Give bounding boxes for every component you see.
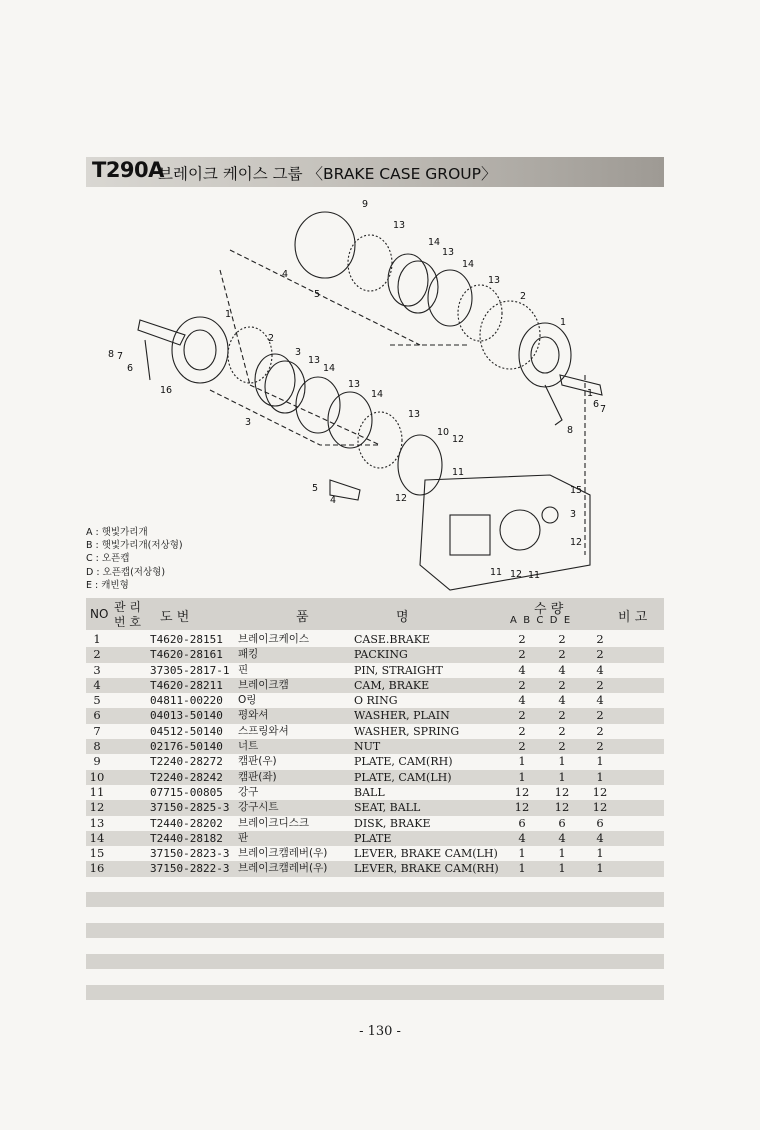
table-cell: LEVER, BRAKE CAM(LH) bbox=[354, 847, 498, 861]
table-cell: 4 bbox=[558, 693, 566, 708]
callout-label: 5 bbox=[312, 483, 319, 494]
header-item: 품 bbox=[296, 610, 309, 625]
callout-label: 16 bbox=[160, 385, 173, 396]
table-cell: CASE.BRAKE bbox=[354, 633, 430, 646]
table-row bbox=[86, 739, 664, 754]
table-cell: 2 bbox=[558, 708, 566, 723]
table-cell: 13 bbox=[89, 815, 105, 830]
table-cell: 37150-2822-3 bbox=[150, 862, 230, 876]
table-row bbox=[86, 846, 664, 861]
table-row bbox=[86, 724, 664, 739]
table-cell: 10 bbox=[89, 769, 105, 784]
table-cell: 2 bbox=[596, 708, 604, 723]
callout-label: 14 bbox=[428, 237, 441, 248]
table-cell: 11 bbox=[89, 784, 105, 799]
table-cell: 1 bbox=[518, 754, 526, 769]
table-row bbox=[86, 708, 664, 723]
table-cell: 브레이크디스크 bbox=[238, 816, 310, 829]
table-cell: 1 bbox=[558, 846, 566, 861]
table-row bbox=[86, 754, 664, 769]
table-cell: 07715-00805 bbox=[150, 785, 223, 799]
callout-label: 7 bbox=[117, 351, 124, 362]
table-cell: 4 bbox=[558, 830, 566, 845]
blank-row-stripe bbox=[86, 892, 664, 907]
table-cell: 2 bbox=[558, 723, 566, 738]
table-cell: WASHER, PLAIN bbox=[354, 709, 450, 723]
table-cell: 2 bbox=[596, 723, 604, 738]
callout-label: 2 bbox=[520, 291, 527, 302]
blank-row-stripe bbox=[86, 923, 664, 938]
table-cell: PIN, STRAIGHT bbox=[354, 663, 443, 677]
callout-label: 7 bbox=[600, 404, 607, 415]
table-cell: 04013-50140 bbox=[150, 709, 223, 723]
legend-item: C : 오픈캡 bbox=[86, 553, 130, 565]
table-cell: 4 bbox=[93, 677, 101, 692]
table-cell: LEVER, BRAKE CAM(RH) bbox=[354, 862, 499, 876]
callout-label: 12 bbox=[570, 537, 583, 548]
callout-label: 13 bbox=[408, 409, 421, 420]
table-cell: O링 bbox=[238, 694, 257, 707]
table-cell: 6 bbox=[518, 815, 526, 830]
table-cell: 강구시트 bbox=[238, 801, 279, 814]
table-cell: 1 bbox=[596, 754, 604, 769]
table-row bbox=[86, 831, 664, 846]
callout-label: 3 bbox=[570, 509, 577, 520]
legend-item: E : 캐빈형 bbox=[86, 579, 129, 591]
table-cell: 2 bbox=[93, 647, 101, 662]
table-cell: 1 bbox=[558, 861, 566, 876]
table-cell: 02176-50140 bbox=[150, 740, 223, 754]
table-cell: 2 bbox=[596, 677, 604, 692]
header-no: NO bbox=[90, 607, 109, 621]
callout-label: 12 bbox=[452, 434, 465, 445]
callout-label: 11 bbox=[490, 567, 503, 578]
table-cell: 판 bbox=[238, 831, 249, 844]
table-cell: 핀 bbox=[238, 663, 249, 676]
table-cell: 04811-00220 bbox=[150, 694, 223, 708]
header-drawing: 도 번 bbox=[160, 610, 190, 625]
group-title: 브레이크 케이스 그룹 〈BRAKE CASE GROUP〉 bbox=[158, 165, 497, 183]
table-cell: 1 bbox=[596, 846, 604, 861]
table-cell: 04512-50140 bbox=[150, 724, 223, 738]
table-cell: 4 bbox=[596, 662, 604, 677]
table-cell: T4620-28211 bbox=[150, 678, 223, 692]
callout-label: 5 bbox=[314, 289, 321, 300]
table-row bbox=[86, 770, 664, 785]
callout-label: 2 bbox=[268, 333, 275, 344]
table-cell: 강구 bbox=[238, 785, 259, 798]
table-cell: 2 bbox=[558, 647, 566, 662]
table-cell: 12 bbox=[592, 784, 608, 799]
table-header bbox=[86, 598, 664, 630]
table-row bbox=[86, 632, 664, 647]
table-cell: 1 bbox=[518, 846, 526, 861]
table-cell: 12 bbox=[89, 800, 105, 815]
callout-label: 6 bbox=[127, 363, 134, 374]
table-cell: 2 bbox=[518, 708, 526, 723]
table-cell: 3 bbox=[93, 662, 101, 677]
table-row bbox=[86, 663, 664, 678]
table-cell: 12 bbox=[554, 784, 570, 799]
callout-label: 13 bbox=[348, 379, 361, 390]
table-cell: 2 bbox=[518, 739, 526, 754]
callout-label: 1 bbox=[587, 388, 594, 399]
callout-label: 13 bbox=[488, 275, 501, 286]
header-qty: 수 량 bbox=[534, 602, 564, 617]
table-cell: 12 bbox=[554, 800, 570, 815]
callout-label: 14 bbox=[462, 259, 475, 270]
callout-label: 4 bbox=[282, 269, 289, 280]
callout-label: 12 bbox=[510, 569, 523, 580]
callout-label: 8 bbox=[108, 349, 115, 360]
callout-label: 6 bbox=[593, 399, 600, 410]
callout-label: 8 bbox=[567, 425, 574, 436]
table-cell: 패킹 bbox=[238, 648, 259, 661]
table-cell: T2240-28272 bbox=[150, 755, 223, 769]
table-cell: 너트 bbox=[238, 740, 259, 753]
callout-label: 12 bbox=[395, 493, 408, 504]
table-cell: 브레이크캠레버(우) bbox=[238, 862, 328, 875]
callout-label: 11 bbox=[528, 570, 541, 581]
callout-label: 4 bbox=[330, 495, 337, 506]
callout-label: 13 bbox=[442, 247, 455, 258]
table-cell: 2 bbox=[518, 632, 526, 646]
callout-label: 10 bbox=[437, 427, 450, 438]
table-cell: T2440-28202 bbox=[150, 816, 223, 830]
callout-label: 15 bbox=[570, 485, 583, 496]
callout-label: 11 bbox=[452, 467, 465, 478]
table-cell: 4 bbox=[518, 693, 526, 708]
callout-label: 13 bbox=[393, 220, 406, 231]
table-cell: 12 bbox=[514, 784, 530, 799]
callout-label: 9 bbox=[362, 199, 369, 210]
table-cell: 1 bbox=[558, 769, 566, 784]
table-cell: 4 bbox=[518, 662, 526, 677]
table-row bbox=[86, 861, 664, 876]
table-row bbox=[86, 816, 664, 831]
blank-row-stripe bbox=[86, 985, 664, 1000]
table-cell: 2 bbox=[596, 632, 604, 646]
table-cell: 1 bbox=[518, 861, 526, 876]
table-cell: WASHER, SPRING bbox=[354, 724, 460, 738]
table-row bbox=[86, 785, 664, 800]
table-cell: 37150-2823-3 bbox=[150, 847, 230, 861]
table-cell: 2 bbox=[558, 632, 566, 646]
legend-item: D : 오픈캡(저상형) bbox=[86, 566, 166, 578]
table-cell: BALL bbox=[354, 785, 385, 799]
table-cell: 1 bbox=[596, 769, 604, 784]
callout-label: 14 bbox=[323, 363, 336, 374]
table-cell: 16 bbox=[89, 861, 105, 876]
table-cell: 6 bbox=[558, 815, 566, 830]
table-cell: 스프링와셔 bbox=[238, 724, 289, 737]
callout-label: 3 bbox=[295, 347, 302, 358]
callout-label: 14 bbox=[371, 389, 384, 400]
table-cell: 7 bbox=[93, 723, 101, 738]
table-cell: 4 bbox=[596, 693, 604, 708]
table-cell: 캠판(좌) bbox=[238, 770, 277, 783]
table-row bbox=[86, 647, 664, 662]
callout-label: 1 bbox=[225, 309, 232, 320]
table-cell: 4 bbox=[596, 830, 604, 845]
legend-item: A : 햇빛가리개 bbox=[86, 527, 148, 538]
header-name: 명 bbox=[396, 610, 409, 625]
table-cell: T4620-28161 bbox=[150, 648, 223, 662]
table-cell: 2 bbox=[596, 739, 604, 754]
table-cell: 6 bbox=[596, 815, 604, 830]
table-row bbox=[86, 678, 664, 693]
table-row bbox=[86, 800, 664, 815]
table-cell: PACKING bbox=[354, 648, 408, 662]
table-cell: 브레이크케이스 bbox=[238, 633, 310, 645]
table-cell: 2 bbox=[558, 677, 566, 692]
table-cell: CAM, BRAKE bbox=[354, 678, 430, 692]
header-remarks: 비 고 bbox=[618, 610, 648, 625]
table-cell: 2 bbox=[518, 647, 526, 662]
table-cell: O RING bbox=[354, 694, 398, 708]
variant-legend bbox=[86, 526, 183, 592]
table-cell: 6 bbox=[93, 708, 101, 723]
callout-label: 1 bbox=[560, 317, 567, 328]
legend-item: B : 햇빛가리개(저상형) bbox=[86, 540, 183, 552]
table-cell: 14 bbox=[89, 830, 105, 845]
table-cell: 캠판(우) bbox=[238, 755, 277, 768]
header-qty-cols: A B C D E bbox=[510, 615, 571, 626]
page-number: - 130 - bbox=[359, 1024, 401, 1039]
table-cell: T2440-28182 bbox=[150, 831, 223, 845]
table-cell: NUT bbox=[354, 740, 381, 754]
table-cell: 1 bbox=[558, 754, 566, 769]
table-cell: 2 bbox=[558, 739, 566, 754]
table-cell: 37150-2825-3 bbox=[150, 801, 230, 815]
table-cell: 1 bbox=[93, 632, 101, 646]
table-cell: 브레이크캠레버(우) bbox=[238, 847, 328, 860]
callout-label: 13 bbox=[308, 355, 321, 366]
parts-table bbox=[86, 632, 664, 877]
table-cell: 2 bbox=[518, 723, 526, 738]
table-cell: SEAT, BALL bbox=[354, 801, 421, 815]
table-cell: PLATE, CAM(RH) bbox=[354, 755, 453, 769]
table-row bbox=[86, 693, 664, 708]
header-mgmt-bottom: 번 호 bbox=[114, 615, 141, 629]
table-cell: DISK, BRAKE bbox=[354, 816, 431, 830]
table-cell: 12 bbox=[514, 800, 530, 815]
callout-label: 3 bbox=[245, 417, 252, 428]
table-cell: 1 bbox=[596, 861, 604, 876]
table-cell: 9 bbox=[93, 754, 101, 769]
table-cell: 2 bbox=[518, 677, 526, 692]
table-cell: 평와셔 bbox=[238, 709, 269, 722]
table-cell: 4 bbox=[518, 830, 526, 845]
table-cell: 5 bbox=[93, 693, 101, 708]
table-cell: PLATE bbox=[354, 831, 392, 845]
table-cell: PLATE, CAM(LH) bbox=[354, 770, 452, 784]
table-cell: T2240-28242 bbox=[150, 770, 223, 784]
table-cell: 8 bbox=[93, 739, 101, 754]
table-cell: 15 bbox=[89, 846, 105, 861]
table-cell: 37305-2817-1 bbox=[150, 663, 230, 677]
table-cell: 1 bbox=[518, 769, 526, 784]
group-code: T290A bbox=[92, 158, 164, 182]
table-cell: 12 bbox=[592, 800, 608, 815]
blank-row-stripe bbox=[86, 954, 664, 969]
header-mgmt-top: 관 리 bbox=[114, 600, 141, 614]
table-cell: 4 bbox=[558, 662, 566, 677]
table-cell: 브레이크캠 bbox=[238, 678, 289, 691]
table-cell: T4620-28151 bbox=[150, 633, 223, 646]
table-cell: 2 bbox=[596, 647, 604, 662]
